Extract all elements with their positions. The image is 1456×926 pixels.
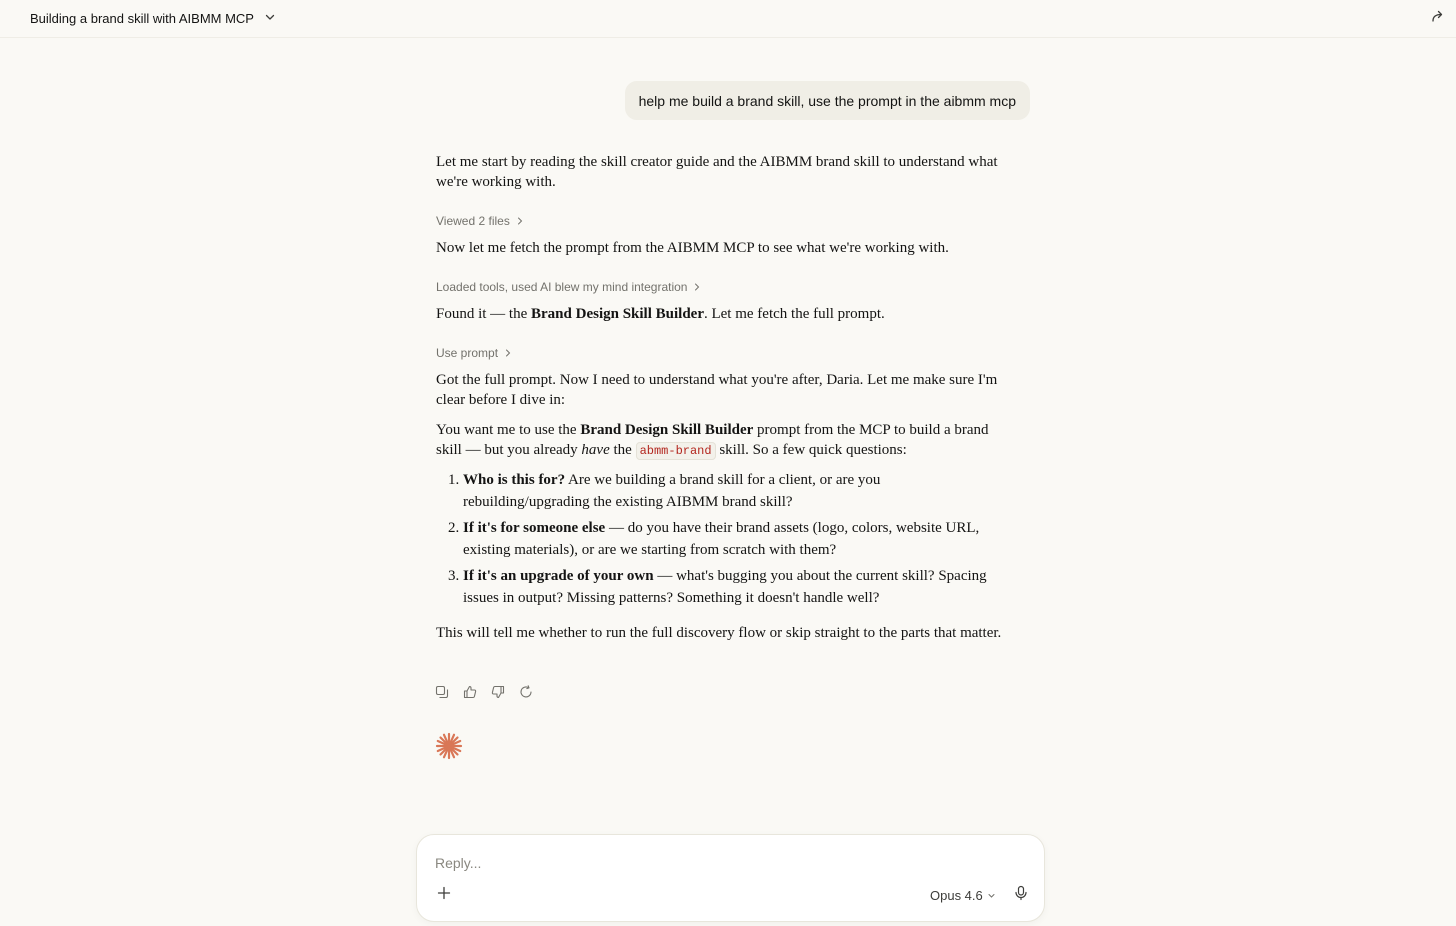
text-segment: the (609, 442, 636, 458)
plus-icon (437, 886, 451, 905)
tool-row-viewed-files[interactable] (436, 212, 1006, 230)
assistant-paragraph-4: Got the full prompt. Now I need to understand what you're after, Daria. Let me make sure I'm clear before I dive in: (436, 372, 998, 408)
text-segment: have (581, 442, 610, 458)
copy-button[interactable] (434, 686, 450, 702)
assistant-paragraph-3 (436, 304, 1006, 324)
tool-row-label: Viewed 2 files (436, 214, 510, 228)
question-text: Are we building a brand skill for a client, or are you rebuilding/upgrading the existing AIBMM brand skill? (463, 472, 881, 510)
text-segment: skill. So a few quick questions: (715, 442, 907, 458)
text-segment: You want me to use the (436, 422, 581, 438)
message-actions (434, 686, 534, 704)
chevron-right-icon (693, 277, 701, 297)
top-bar (0, 0, 1456, 38)
model-selector[interactable] (930, 886, 996, 904)
user-message-text: help me build a brand skill, use the prompt in the aibmm mcp (638, 92, 1016, 109)
user-message (625, 81, 1030, 120)
list-item (463, 469, 1006, 513)
chat-title: Building a brand skill with AIBMM MCP (30, 10, 254, 26)
chevron-right-icon (504, 343, 512, 363)
retry-icon (519, 685, 533, 704)
chevron-down-icon (987, 888, 996, 903)
assistant-message (436, 152, 1006, 643)
add-attachment-button[interactable] (435, 886, 453, 904)
share-icon (1430, 8, 1446, 29)
tool-row-loaded-tools[interactable] (436, 278, 1006, 296)
microphone-icon (1013, 885, 1029, 906)
question-text: — do you have their brand assets (logo, colors, website URL, existing materials), or are we starting from scratch with them? (463, 520, 980, 558)
reply-input[interactable] (433, 851, 1027, 875)
list-item (463, 517, 1006, 561)
text-segment: Found it — the (436, 306, 532, 322)
text-segment: prompt from the MCP to build a brand skill — but you already (436, 422, 989, 458)
claude-spark-icon (435, 732, 463, 760)
tool-row-use-prompt[interactable] (436, 344, 1006, 362)
tool-row-label: Use prompt (436, 346, 499, 360)
question-heading: If it's an upgrade of your own (463, 568, 654, 584)
assistant-paragraph-5 (436, 420, 1006, 461)
voice-input-button[interactable] (1011, 885, 1031, 905)
skill-builder-name: Brand Design Skill Builder (580, 422, 754, 438)
text-segment: . Let me fetch the full prompt. (703, 306, 885, 322)
chevron-down-icon (264, 11, 276, 26)
assistant-closing: This will tell me whether to run the full discovery flow or skip straight to the parts that matter. (436, 625, 1002, 641)
question-heading: If it's for someone else (463, 520, 606, 536)
question-heading: Who is this for? (463, 472, 566, 488)
copy-icon (435, 685, 449, 704)
model-name: Opus 4.6 (930, 887, 983, 903)
share-button[interactable] (1428, 8, 1448, 28)
thumbs-down-icon (491, 685, 505, 704)
chevron-right-icon (516, 211, 524, 231)
chat-title-button[interactable] (22, 6, 284, 30)
retry-button[interactable] (518, 686, 534, 702)
thumbs-down-button[interactable] (490, 686, 506, 702)
assistant-intro: Let me start by reading the skill creator guide and the AIBMM brand skill to understand what we're working with. (436, 154, 998, 190)
question-text: — what's bugging you about the current skill? Spacing issues in output? Missing patterns? Something it doesn't handle well? (463, 568, 987, 606)
inline-code: abmm-brand (636, 442, 716, 460)
questions-list (436, 469, 1006, 609)
thumbs-up-icon (463, 685, 477, 704)
assistant-paragraph-2: Now let me fetch the prompt from the AIBMM MCP to see what we're working with. (436, 240, 949, 256)
thumbs-up-button[interactable] (462, 686, 478, 702)
reply-composer (416, 834, 1045, 922)
skill-builder-name: Brand Design Skill Builder (531, 306, 704, 322)
list-item (463, 565, 1006, 609)
tool-row-label: Loaded tools, used AI blew my mind integration (436, 280, 688, 294)
